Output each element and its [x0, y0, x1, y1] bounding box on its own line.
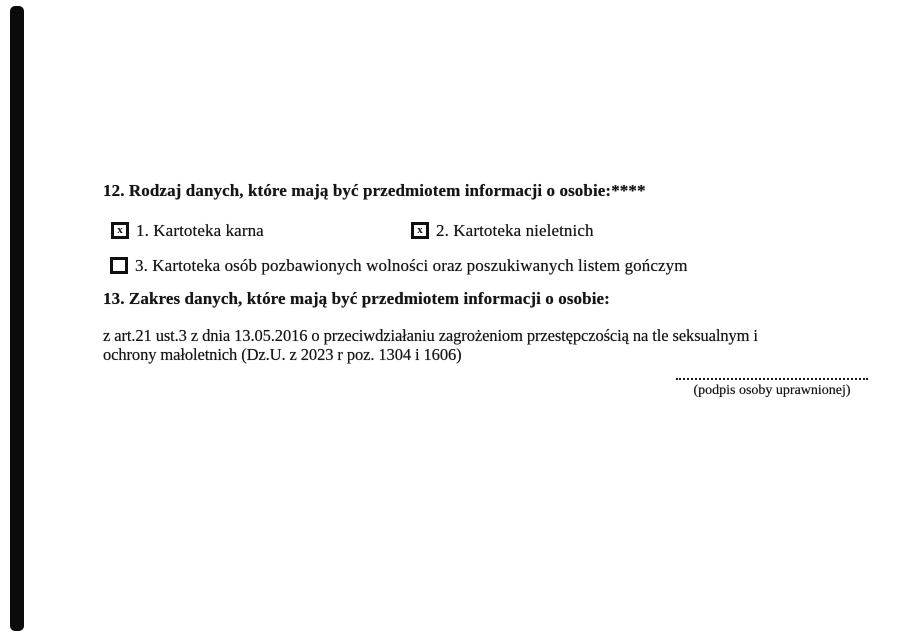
signature-block [676, 368, 868, 399]
signature-caption: (podpis osoby uprawnionej) [693, 383, 851, 398]
scan-edge-artifact [10, 6, 24, 631]
body-line-2: ochrony małoletnich (Dz.U. z 2023 r poz. 1304 i 1606) [103, 344, 462, 364]
section-13-body [103, 327, 758, 364]
checkbox-label: 2. Kartoteka nieletnich [436, 221, 594, 240]
section-12-heading: 12. Rodzaj danych, które mają być przedmiotem informacji o osobie:**** [103, 181, 646, 200]
checkbox-checked-icon[interactable] [111, 222, 129, 239]
checkbox-checked-icon[interactable] [411, 222, 429, 239]
body-line-1: z art.21 ust.3 z dnia 13.05.2016 o przeciwdziałaniu zagrożeniom przestępczością na tle seksualnym i [103, 326, 758, 345]
checkbox-x-mark: x [417, 224, 423, 236]
section-13-heading: 13. Zakres danych, które mają być przedmiotem informacji o osobie: [103, 289, 610, 308]
checkbox-label: 3. Kartoteka osób pozbawionych wolności oraz poszukiwanych listem gończym [135, 256, 688, 275]
checkbox-option-kartoteka-osob-pozbawionych [110, 255, 688, 276]
checkbox-option-kartoteka-karna [111, 220, 264, 241]
checkbox-option-kartoteka-nieletnich [411, 220, 594, 241]
checkbox-x-mark: x [117, 224, 123, 236]
checkbox-label: 1. Kartoteka karna [136, 221, 264, 240]
signature-dotted-line [676, 378, 868, 380]
checkbox-unchecked-icon[interactable] [110, 257, 128, 274]
